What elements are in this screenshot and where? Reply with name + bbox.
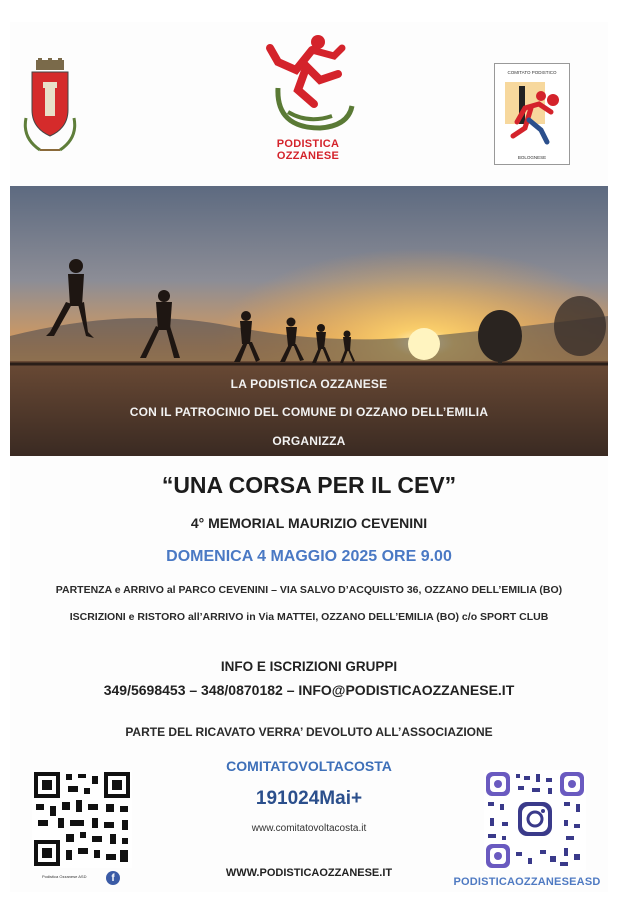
association-website[interactable]: www.comitatovoltacosta.it xyxy=(251,823,367,834)
running-athlete-logo-icon xyxy=(248,28,368,136)
association-name: COMITATOVOLTACOSTA xyxy=(226,758,392,774)
partner-top-text: COMITATO PODISTICO xyxy=(507,70,557,75)
organizer-line: LA PODISTICA OZZANESE xyxy=(230,377,388,391)
patronage-line: CON IL PATROCINIO DEL COMUNE DI OZZANO DELL’EMILIA xyxy=(129,405,489,419)
registration-location: ISCRIZIONI e RISTORO all’ARRIVO in Via MATTEI, OZZANO DELL’EMILIA (BO) c/o SPORT CLUB xyxy=(69,611,549,623)
info-heading: INFO E ISCRIZIONI GRUPPI xyxy=(220,659,398,674)
event-date: DOMENICA 4 MAGGIO 2025 ORE 9.00 xyxy=(166,548,452,565)
facebook-qr-code[interactable] xyxy=(32,770,132,884)
partner-bottom-text: BOLOGNESE xyxy=(517,155,547,160)
memorial-subtitle: 4° MEMORIAL MAURIZIO CEVENINI xyxy=(190,515,428,531)
facebook-icon[interactable]: f xyxy=(106,871,120,885)
association-code: 191024Mai+ xyxy=(255,788,363,809)
contacts-line: 349/5698453 – 348/0870182 – INFO@PODISTICAOZZANESE.IT xyxy=(103,682,515,698)
club-logo xyxy=(248,28,368,162)
ozzano-coat-of-arms-icon xyxy=(18,58,82,162)
organizza-line: ORGANIZZA xyxy=(272,434,346,448)
donation-text: PARTE DEL RICAVATO VERRA’ DEVOLUTO ALL’ASSOCIAZIONE xyxy=(125,725,493,739)
event-title: “UNA CORSA PER IL CEV” xyxy=(161,472,457,498)
instagram-handle[interactable]: PODISTICAOZZANESEASD xyxy=(453,876,601,888)
club-website[interactable]: WWW.PODISTICAOZZANESE.IT xyxy=(225,867,393,879)
club-caption: Podistica Ozzanese ASD xyxy=(42,874,87,879)
start-location: PARTENZA e ARRIVO al PARCO CEVENINI – VIA SALVO D’ACQUISTO 36, OZZANO DELL’EMILIA (BO) xyxy=(55,584,563,596)
comitato-podistico-bolognese-icon xyxy=(494,63,570,165)
sunset-runners-photo xyxy=(10,186,608,456)
instagram-qr-code[interactable] xyxy=(484,770,586,870)
club-name: PODISTICA OZZANESE xyxy=(276,138,340,162)
